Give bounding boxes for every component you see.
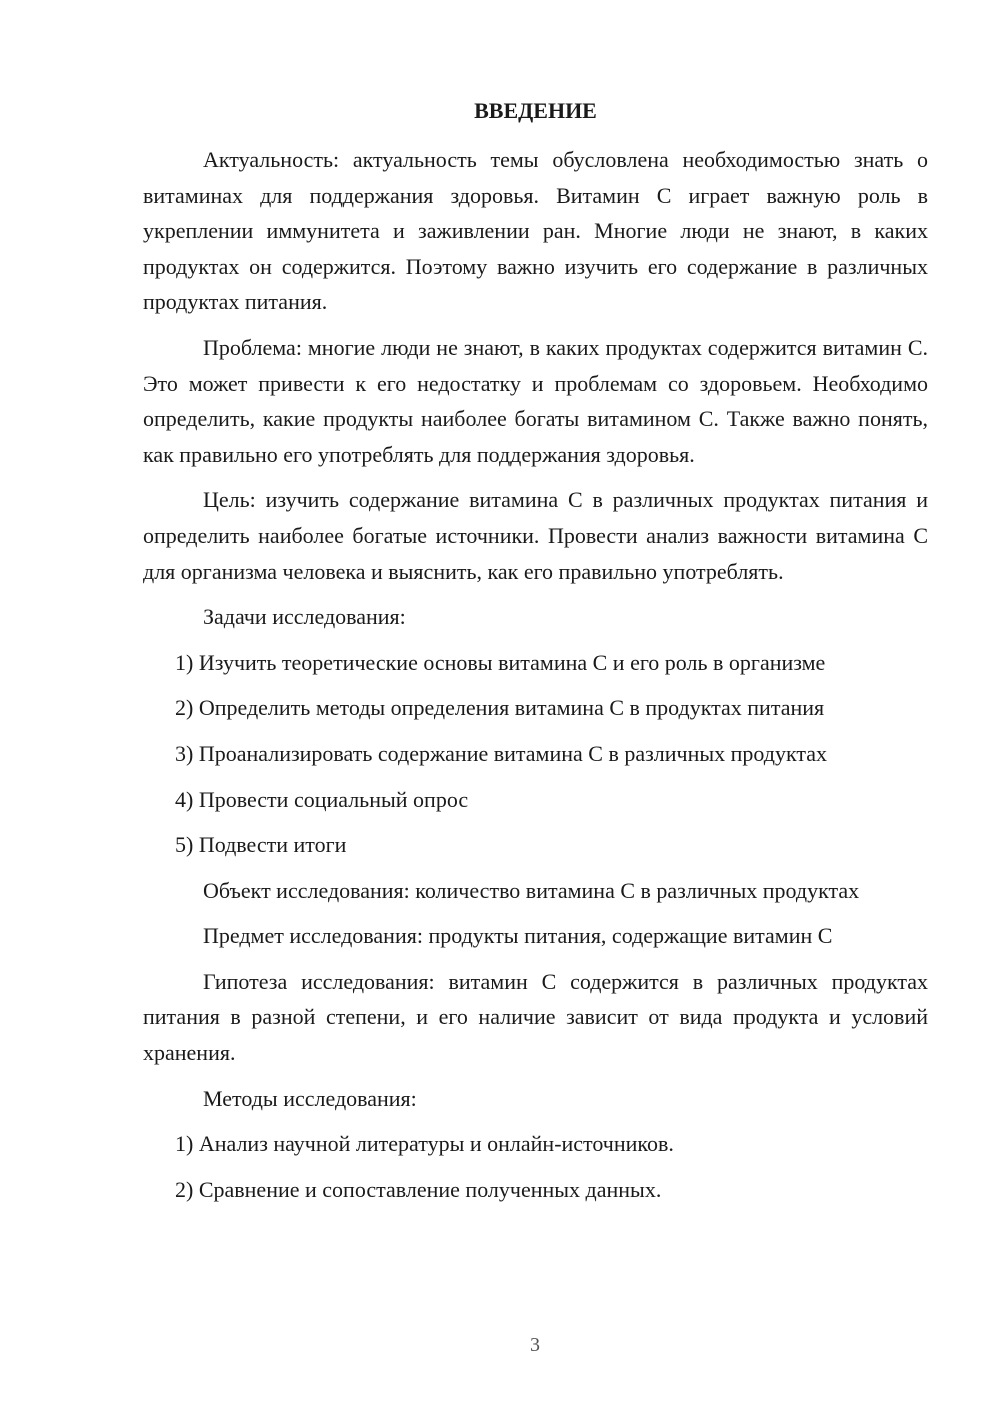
paragraph-problem: Проблема: многие люди не знают, в каких продуктах содержится витамин С. Это может привести к его недостатку и проблемам со здоровьем. Необходимо определить, какие продукты наиболее богаты витамином С. Также важно понять, как правильно его употреблять для поддержания здоровья. bbox=[143, 334, 928, 467]
page-number: 3 bbox=[530, 1334, 540, 1356]
methods-list bbox=[143, 1126, 928, 1207]
list-item: 4) Провести социальный опрос bbox=[175, 786, 469, 812]
paragraph-subject: Предмет исследования: продукты питания, содержащие витамин С bbox=[203, 923, 833, 949]
methods-heading: Методы исследования: bbox=[203, 1085, 417, 1111]
tasks-list bbox=[143, 645, 928, 863]
paragraph-object: Объект исследования: количество витамина С в различных продуктах bbox=[203, 877, 860, 903]
list-item: 1) Анализ научной литературы и онлайн-источников. bbox=[175, 1131, 674, 1157]
list-item: 5) Подвести итоги bbox=[175, 832, 347, 858]
tasks-heading: Задачи исследования: bbox=[203, 604, 406, 630]
list-item: 1) Изучить теоретические основы витамина С и его роль в организме bbox=[175, 649, 826, 675]
document-body bbox=[143, 142, 928, 1217]
list-item: 3) Проанализировать содержание витамина С в различных продуктах bbox=[175, 740, 828, 766]
list-item: 2) Определить методы определения витамина С в продуктах питания bbox=[175, 695, 825, 721]
paragraph-hypothesis: Гипотеза исследования: витамин С содержится в различных продуктах питания в разной степени, и его наличие зависит от вида продукта и условий хранения. bbox=[143, 968, 928, 1066]
list-item: 2) Сравнение и сопоставление полученных данных. bbox=[175, 1176, 662, 1202]
paragraph-relevance: Актуальность: актуальность темы обусловлена необходимостью знать о витаминах для поддержания здоровья. Витамин С играет важную роль в укреплении иммунитета и заживлении ран. Многие люди не знают, в каких продуктах он содержится. Поэтому важно изучить его содержание в различных продуктах питания. bbox=[143, 147, 928, 315]
paragraph-goal: Цель: изучить содержание витамина С в различных продуктах питания и определить наиболее богатые источники. Провести анализ важности витамина С для организма человека и выяснить, как его правильно употреблять. bbox=[143, 487, 928, 584]
page-title: ВВЕДЕНИЕ bbox=[474, 98, 597, 123]
